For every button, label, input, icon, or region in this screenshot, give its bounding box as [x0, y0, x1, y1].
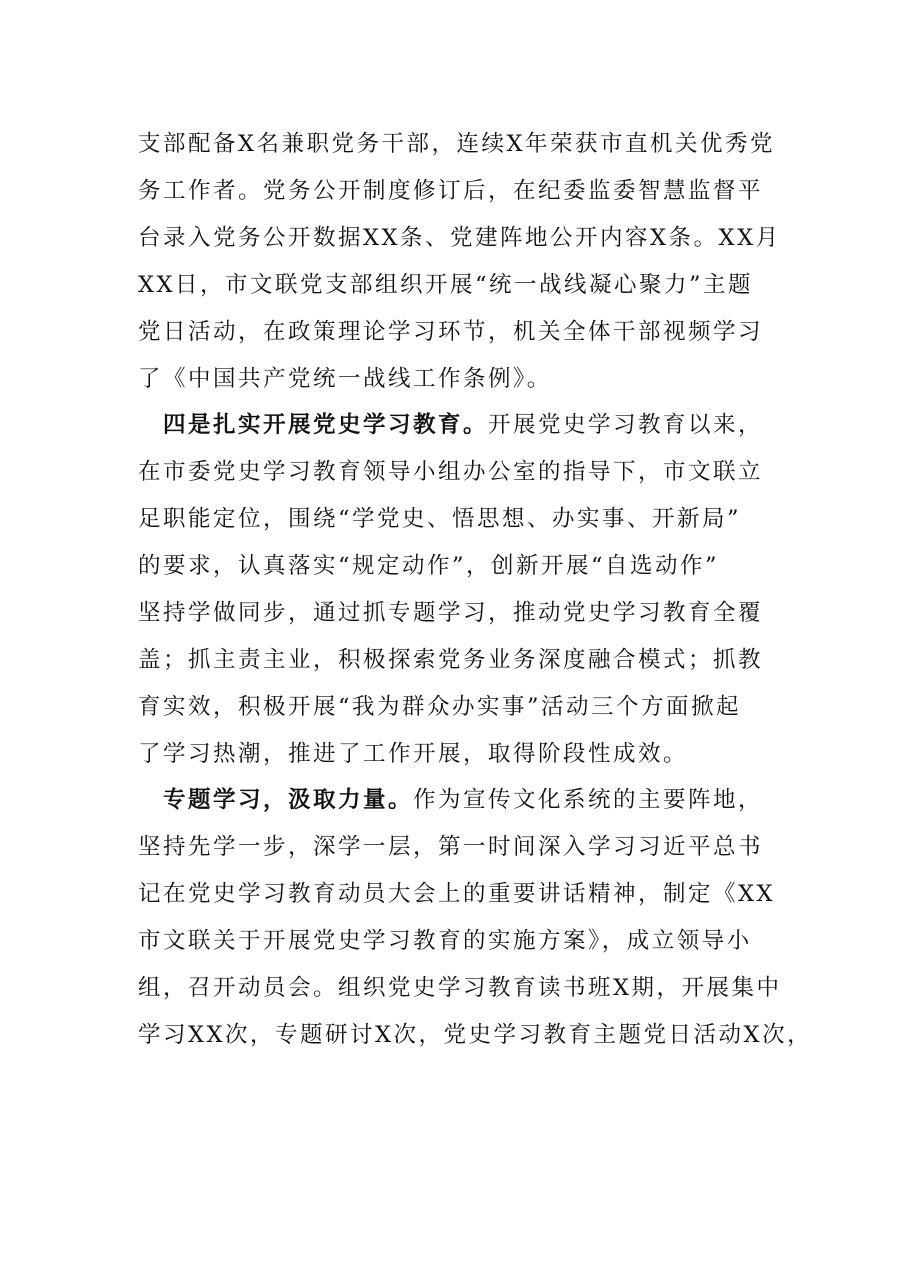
text-line: 党日活动，在政策理论学习环节，机关全体干部视频学习: [138, 319, 764, 345]
text-line: 支部配备X名兼职党务干部，连续X年荣获市直机关优秀党: [138, 131, 776, 157]
text-line: 市文联关于开展党史学习教育的实施方案》，成立领导小: [138, 928, 752, 954]
paragraph-thematic-study: [138, 777, 813, 1059]
text-line: 育实效，积极开展“我为群众办实事”活动三个方面掀起: [138, 694, 742, 720]
text-line: 的要求，认真落实“规定动作”，创新开展“自选动作”: [138, 553, 720, 579]
text-line: 记在党史学习教育动员大会上的重要讲话精神，制定《XX: [138, 881, 776, 907]
text-line: 在市委党史学习教育领导小组办公室的指导下，市文联立: [138, 459, 764, 485]
text-line: 足职能定位，围绕“学党史、悟思想、办实事、开新局”: [138, 506, 742, 532]
text-line: [138, 777, 778, 824]
text-line: 台录入党务公开数据XX条、党建阵地公开内容X条。XX月: [138, 225, 781, 251]
section-heading: 四是扎实开展党史学习教育。: [163, 412, 489, 438]
text-line: 了《中国共产党统一战线工作条例》。: [138, 366, 552, 392]
heading-line-rest: 开展党史学习教育以来，: [488, 412, 764, 438]
text-line: 务工作者。党务公开制度修订后，在纪委监委智慧监督平: [138, 178, 764, 204]
heading-line-rest: 作为宣传文化系统的主要阵地，: [413, 787, 764, 813]
text-line: [138, 402, 778, 449]
paragraph-party-affairs: [138, 121, 781, 403]
text-line: 组，召开动员会。组织党史学习教育读书班X期，开展集中: [138, 975, 782, 1001]
text-line: 盖；抓主责主业，积极探索党务业务深度融合模式；抓教: [138, 647, 764, 673]
text-line: 坚持学做同步，通过抓专题学习，推动党史学习教育全覆: [138, 600, 764, 626]
text-line: XX日，市文联党支部组织开展“统一战线凝心聚力”主题: [138, 272, 754, 298]
paragraph-party-history-education: [138, 402, 778, 778]
section-heading: 专题学习，汲取力量。: [163, 787, 414, 813]
text-line: 了学习热潮，推进了工作开展，取得阶段性成效。: [138, 741, 689, 767]
text-line: 坚持先学一步，深学一层，第一时间深入学习习近平总书: [138, 834, 764, 860]
text-line: 学习XX次，专题研讨X次，党史学习教育主题党日活动X次，: [138, 1022, 813, 1048]
